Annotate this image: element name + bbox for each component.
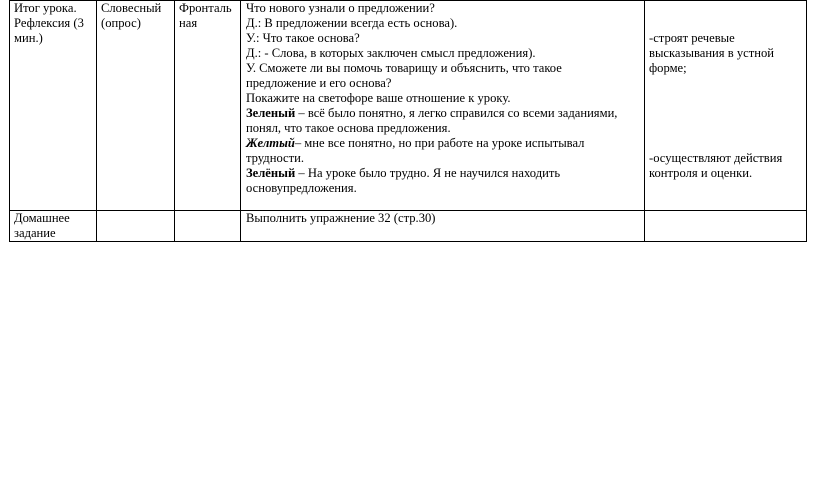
content-line: Д.: - Слова, в которых заключен смысл предложения).	[246, 46, 536, 60]
form-cell	[175, 1, 241, 211]
content-cell	[241, 1, 645, 211]
method-text: Словесный (опрос)	[101, 1, 162, 30]
stage-text: Итог урока. Рефлексия (3 мин.)	[14, 1, 84, 45]
content-line: понял, что такое основа предложения.	[246, 121, 451, 135]
result-cell	[645, 1, 807, 211]
result-text-1: -строят речевые высказывания в устной форме;	[649, 31, 775, 75]
yellow-signal-line	[246, 136, 642, 151]
stage-text: Домашнее задание	[14, 211, 70, 240]
green-signal-word-2: Зелёный	[246, 166, 296, 180]
table-row-reflection	[10, 1, 807, 211]
green-signal-line	[246, 106, 642, 121]
content-line: основупредложения.	[246, 181, 357, 195]
content-line: У. Сможете ли вы помочь товарищу и объяснить, что такое	[246, 61, 562, 75]
green-signal-text-2: – На уроке было трудно. Я не научился находить	[295, 166, 561, 180]
yellow-signal-text: – мне все понятно, но при работе на уроке испытывал	[294, 136, 585, 150]
content-line: Д.: В предложении всегда есть основа).	[246, 16, 458, 30]
table-row-homework	[10, 211, 807, 242]
stage-cell	[10, 211, 97, 242]
yellow-signal-word: Желтый	[246, 136, 295, 150]
content-line: Покажите на светофоре ваше отношение к уроку.	[246, 91, 511, 105]
result-text-2: -осуществляют действия контроля и оценки.	[649, 151, 783, 180]
form-cell	[175, 211, 241, 242]
result-cell	[645, 211, 807, 242]
homework-text: Выполнить упражнение 32 (стр.30)	[246, 211, 436, 225]
content-cell	[241, 211, 645, 242]
method-cell	[97, 1, 175, 211]
form-text: Фронталь ная	[179, 1, 232, 30]
green-signal-line-2	[246, 166, 642, 181]
stage-cell	[10, 1, 97, 211]
green-signal-word: Зеленый	[246, 106, 296, 120]
content-line: У.: Что такое основа?	[246, 31, 360, 45]
content-line: трудности.	[246, 151, 305, 165]
content-line: Что нового узнали о предложении?	[246, 1, 435, 15]
green-signal-text: – всё было понятно, я легко справился со всеми заданиями,	[295, 106, 618, 120]
method-cell	[97, 211, 175, 242]
lesson-plan-table	[9, 0, 807, 242]
content-line: предложение и его основа?	[246, 76, 392, 90]
